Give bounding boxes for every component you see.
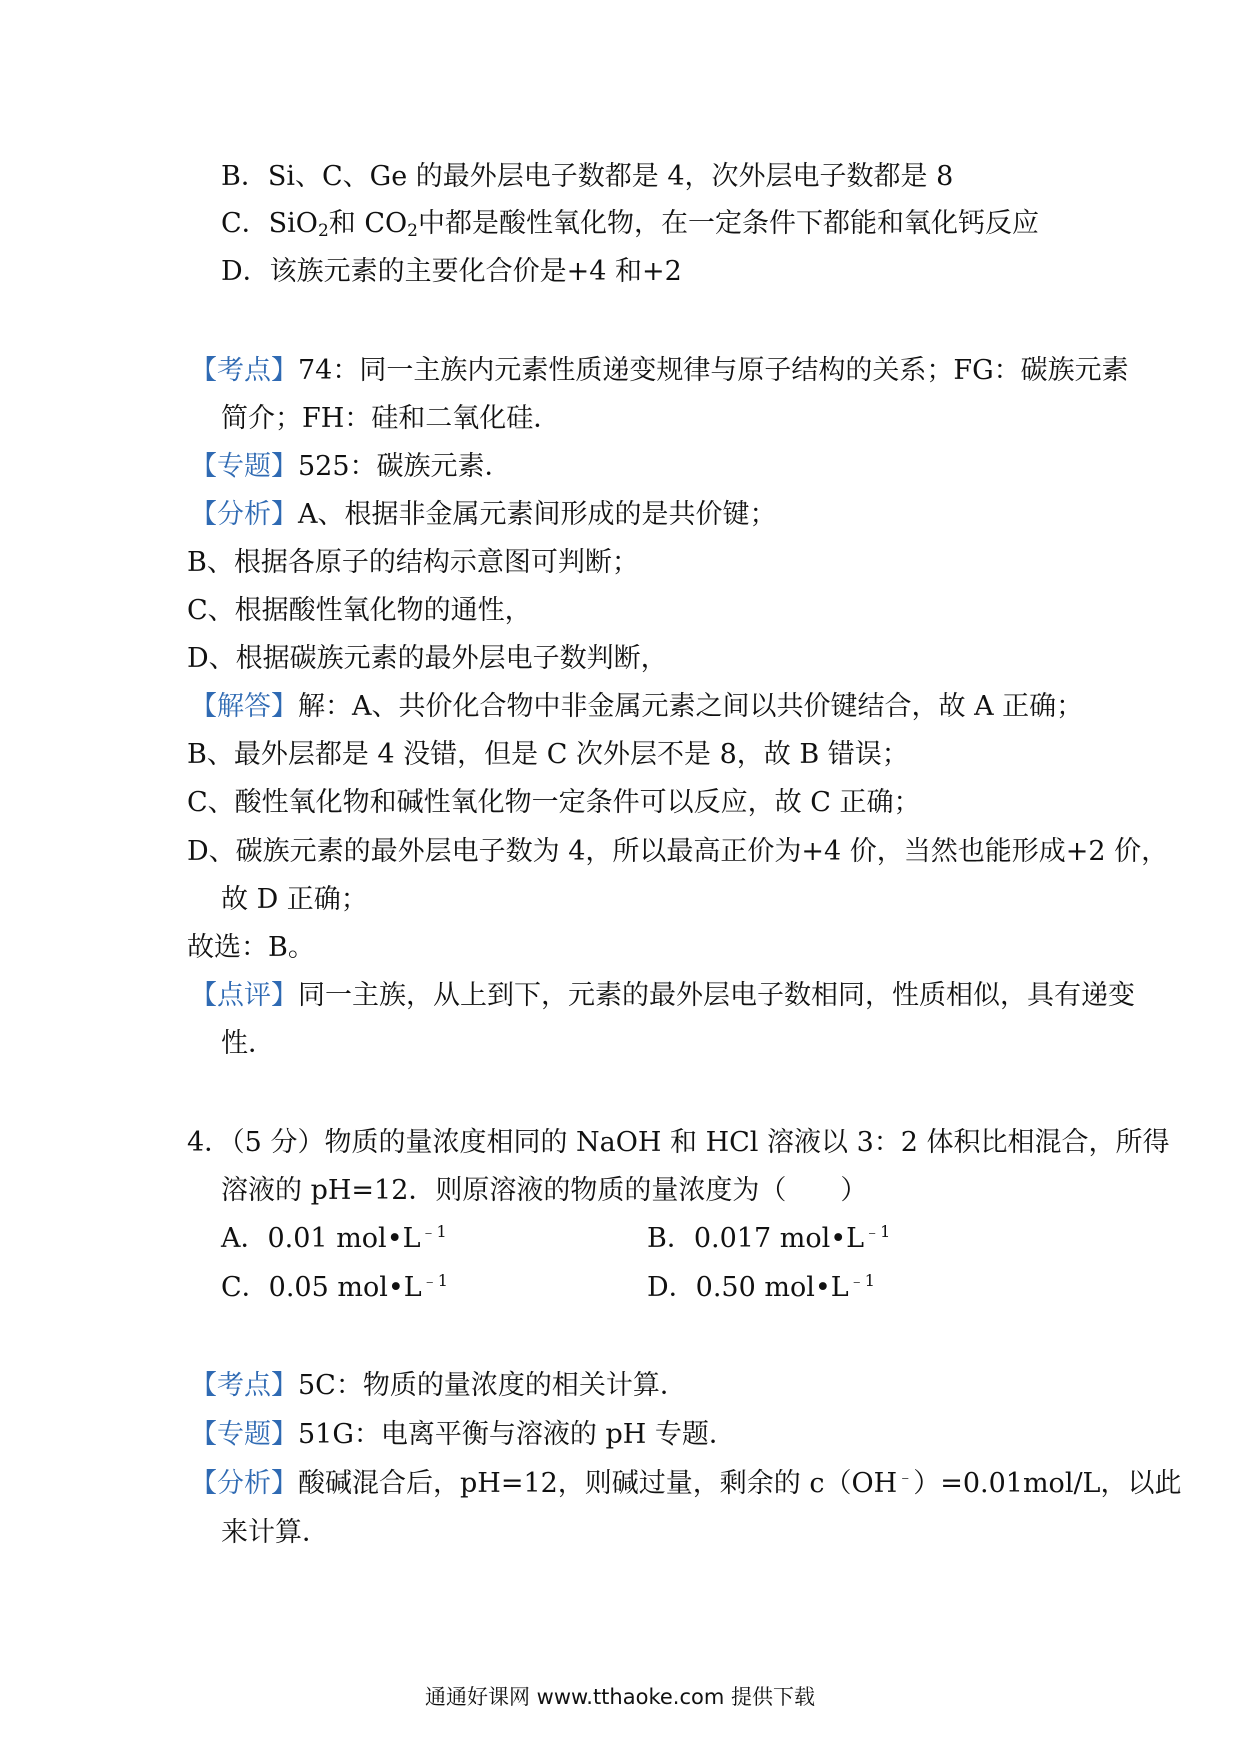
q4-option-d: D．0.50 $mol•L^{﹣1}$	[647, 1271, 875, 1303]
fenxi-1-line: B、根据各原子的结构示意图可判断；	[187, 547, 639, 578]
zhuanti-tag: 【专题】	[190, 1419, 298, 1450]
fenxi-2-cont: 来计算．	[221, 1517, 329, 1548]
fenxi-1-line: C、根据酸性氧化物的通性，	[187, 595, 532, 626]
kaodian-tag: 【考点】	[190, 355, 298, 386]
zhuanti-2: 【专题】51G：电离平衡与溶液的 pH 专题．	[190, 1419, 736, 1450]
kaodian-tag: 【考点】	[190, 1370, 298, 1401]
dianping-1: 【点评】同一主族，从上到下，元素的最外层电子数相同，性质相似，具有递变	[190, 980, 1135, 1011]
option-b-text: B．Si、C、Ge 的最外层电子数都是 4，次外层电子数都是 8	[221, 161, 954, 192]
jieda-1-line: C、酸性氧化物和碱性氧化物一定条件可以反应，故 C 正确；	[187, 787, 921, 818]
question-4-stem: 4．（5 分）物质的量浓度相同的 NaOH 和 HCl 溶液以 3：2 体积比相混合，所得	[187, 1127, 1170, 1158]
dianping-1-cont: 性．	[221, 1028, 275, 1059]
fenxi-1: 【分析】A、根据非金属元素间形成的是共价键；	[190, 499, 777, 530]
jieda-1: 【解答】解：A、共价化合物中非金属元素之间以共价键结合，故 A 正确；	[190, 691, 1084, 722]
option-d-text: D．该族元素的主要化合价是+4 和+2	[221, 256, 682, 287]
fenxi-1-line: D、根据碳族元素的最外层电子数判断，	[187, 643, 668, 674]
kaodian-1-cont: 简介；FH：硅和二氧化硅．	[221, 403, 561, 434]
option-c: C．SiO$_2$和 $CO_2$中都是酸性氧化物，在一定条件下都能和氧化钙反应	[221, 208, 1039, 241]
option-d	[221, 255, 682, 289]
kaodian-2: 【考点】5C：物质的量浓度的相关计算．	[190, 1370, 687, 1401]
question-4-stem-cont: 溶液的 pH=12．则原溶液的物质的量浓度为（ ）	[221, 1175, 868, 1206]
q4-option-b: B．0.017 $mol•L^{﹣1}$	[647, 1222, 891, 1254]
page-footer: 通通好课网 www.tthaoke.com 提供下载	[425, 1685, 815, 1709]
fenxi-tag: 【分析】	[190, 499, 298, 530]
fenxi-tag: 【分析】	[190, 1468, 298, 1499]
fenxi-2: 【分析】酸碱混合后，pH=12，则碱过量，剩余的 c（OH﹣）=0.01mol/L，以此	[190, 1467, 1182, 1499]
jieda-1-line: 故 D 正确；	[221, 884, 368, 915]
jieda-tag: 【解答】	[190, 691, 298, 722]
zhuanti-1: 【专题】525：碳族元素．	[190, 451, 512, 482]
jieda-1-line: D、碳族元素的最外层电子数为 4，所以最高正价为+4 价，当然也能形成+2 价，	[187, 836, 1169, 867]
jieda-1-line: 故选：B。	[187, 932, 315, 963]
dianping-tag: 【点评】	[190, 980, 298, 1011]
kaodian-1: 【考点】74：同一主族内元素性质递变规律与原子结构的关系；FG：碳族元素	[190, 355, 1129, 386]
option-b	[221, 160, 953, 194]
jieda-1-line: B、最外层都是 4 没错，但是 C 次外层不是 8，故 B 错误；	[187, 739, 909, 770]
zhuanti-tag: 【专题】	[190, 451, 298, 482]
q4-option-a: A．0.01 $mol•L^{﹣1}$	[221, 1222, 447, 1254]
q4-option-c: C．0.05 $mol•L^{﹣1}$	[221, 1271, 448, 1303]
